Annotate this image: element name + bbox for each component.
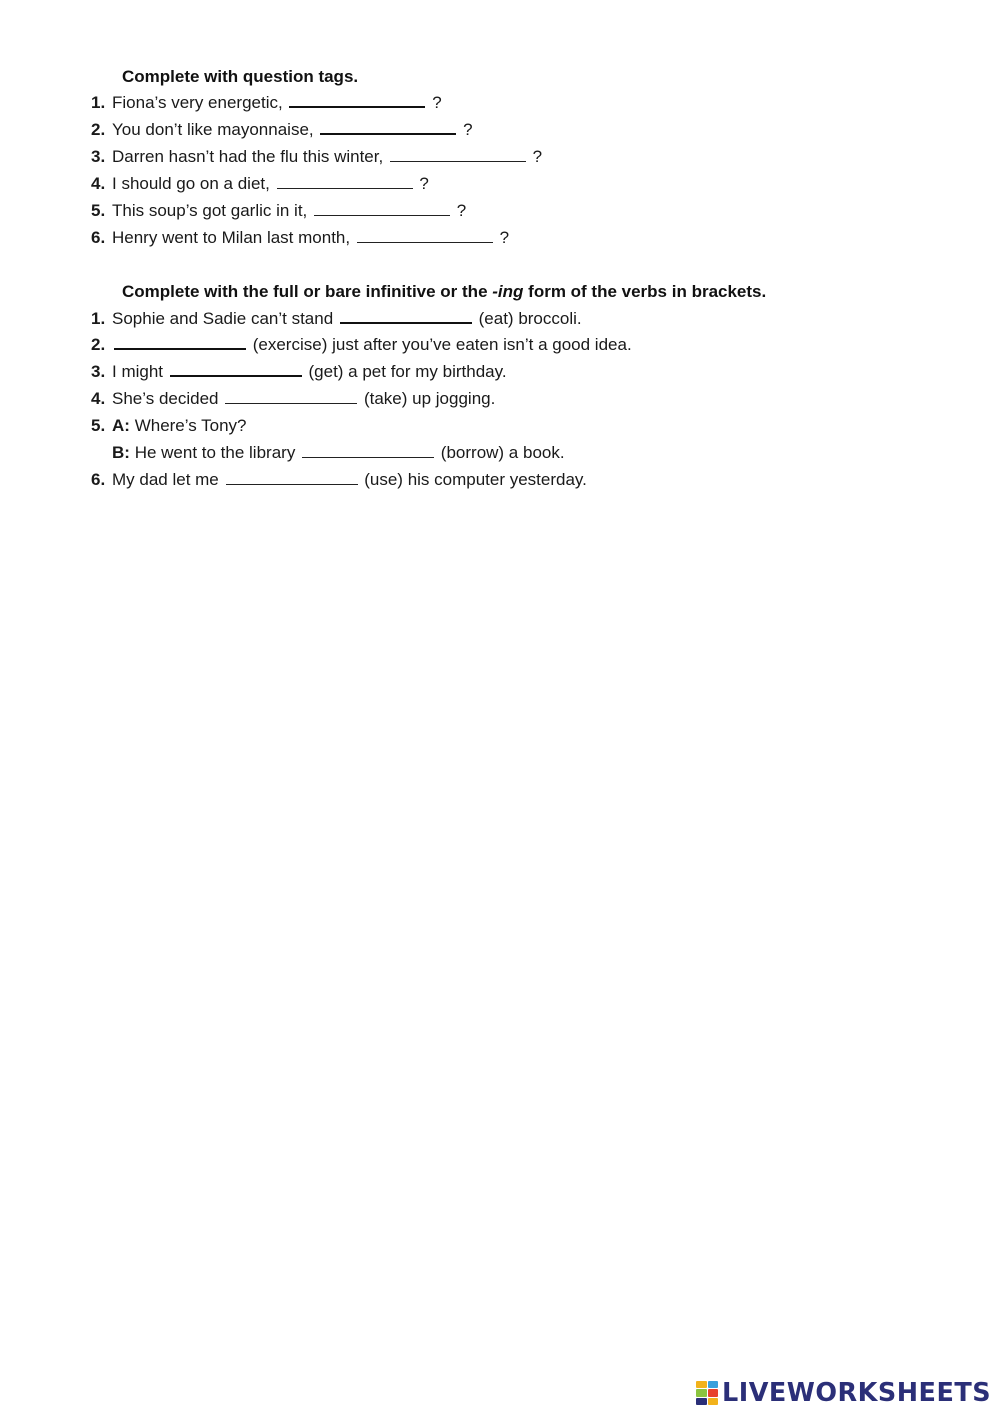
item-text: He went to the library <box>134 443 296 462</box>
item-text: Where’s Tony? <box>134 416 247 435</box>
item-text: Darren hasn’t had the flu this winter, <box>112 147 384 166</box>
answer-blank[interactable] <box>340 309 472 324</box>
item-tail: ? <box>432 93 442 112</box>
s1-item-2 <box>91 120 473 140</box>
answer-blank[interactable] <box>226 470 358 485</box>
item-number: 4. <box>91 389 106 408</box>
answer-blank[interactable] <box>390 147 526 162</box>
s1-item-6 <box>91 228 509 248</box>
item-text: My dad let me <box>112 470 219 489</box>
item-number: 5. <box>91 201 106 220</box>
answer-blank[interactable] <box>289 93 425 108</box>
item-text: You don’t like mayonnaise, <box>112 120 314 139</box>
s1-item-1 <box>91 93 442 113</box>
item-number: 2. <box>91 335 106 354</box>
logo-square <box>708 1398 719 1405</box>
item-number: 3. <box>91 147 106 166</box>
logo-square <box>696 1381 707 1388</box>
item-tail: ? <box>532 147 543 166</box>
logo-square <box>696 1389 707 1396</box>
item-tail: (borrow) a book. <box>440 443 565 462</box>
s2-item-5b <box>91 443 565 463</box>
item-text: This soup’s got garlic in it, <box>112 201 308 220</box>
item-tail: (take) up jogging. <box>363 389 496 408</box>
s2-item-2 <box>91 335 632 355</box>
speaker-label: A: <box>112 416 130 435</box>
brand-name: LIVEWORKSHEETS <box>722 1378 992 1408</box>
s2-item-3 <box>91 362 507 382</box>
item-number: 5. <box>91 416 106 435</box>
item-number: 6. <box>91 228 106 247</box>
liveworksheets-logo <box>696 1378 997 1408</box>
speaker-label: B: <box>112 443 130 462</box>
s1-item-3 <box>91 147 542 167</box>
item-number: 4. <box>91 174 106 193</box>
s2-item-1 <box>91 309 582 329</box>
item-number: 1. <box>91 93 106 112</box>
answer-blank[interactable] <box>302 443 434 458</box>
answer-blank[interactable] <box>225 389 357 404</box>
item-text: Sophie and Sadie can’t stand <box>112 309 334 328</box>
item-text: Henry went to Milan last month, <box>112 228 351 247</box>
logo-square <box>696 1398 707 1405</box>
item-text: She’s decided <box>112 389 219 408</box>
item-number: 2. <box>91 120 106 139</box>
section2-title <box>122 282 766 302</box>
answer-blank[interactable] <box>277 174 413 189</box>
s2-item-6 <box>91 470 587 490</box>
s1-item-5 <box>91 201 466 221</box>
title-emphasis: -ing <box>492 282 524 301</box>
item-number: 1. <box>91 309 106 328</box>
item-text: I should go on a diet, <box>112 174 270 193</box>
item-tail: (eat) broccoli. <box>478 309 582 328</box>
title-part: form of the verbs in brackets. <box>528 282 767 301</box>
item-tail: ? <box>419 174 429 193</box>
item-tail: ? <box>499 228 510 247</box>
answer-blank[interactable] <box>114 335 246 350</box>
logo-icon <box>696 1381 718 1405</box>
logo-square <box>708 1381 719 1388</box>
item-tail: ? <box>456 201 467 220</box>
item-tail: (exercise) just after you’ve eaten isn’t a good idea. <box>252 335 632 354</box>
title-part: Complete with the full or bare infinitive or the <box>122 282 488 301</box>
item-tail: (use) his computer yesterday. <box>364 470 587 489</box>
item-text: Fiona’s very energetic, <box>112 93 283 112</box>
answer-blank[interactable] <box>314 201 450 216</box>
item-tail: (get) a pet for my birthday. <box>308 362 507 381</box>
answer-blank[interactable] <box>357 228 493 243</box>
section1-title: Complete with question tags. <box>122 67 359 86</box>
s2-item-4 <box>91 389 495 409</box>
s1-item-4 <box>91 174 429 194</box>
item-tail: ? <box>463 120 473 139</box>
item-number: 3. <box>91 362 106 381</box>
answer-blank[interactable] <box>170 362 302 377</box>
item-text: I might <box>112 362 164 381</box>
logo-square <box>708 1389 719 1396</box>
answer-blank[interactable] <box>320 120 456 135</box>
s2-item-5a <box>91 416 247 436</box>
item-number: 6. <box>91 470 106 489</box>
